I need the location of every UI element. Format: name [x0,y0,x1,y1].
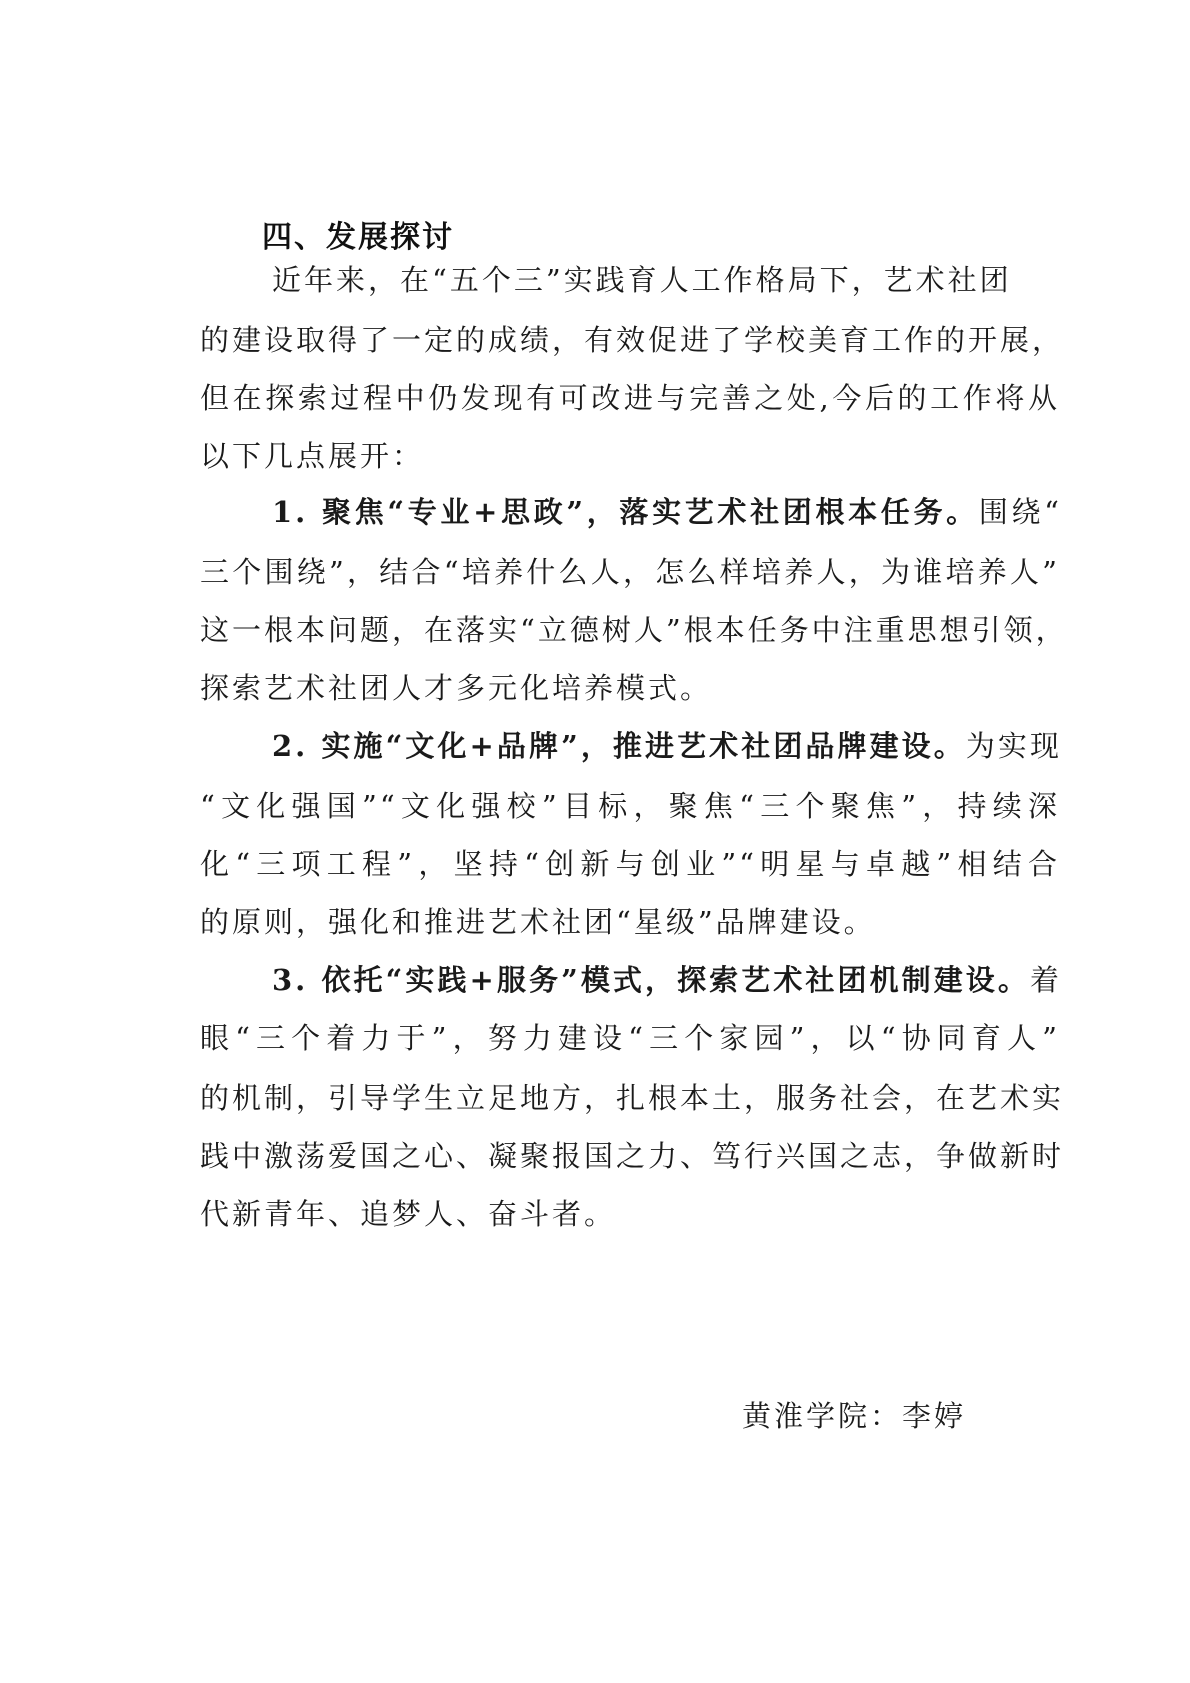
item2-title: 2. 实施“文化+品牌”，推进艺术社团品牌建设。 [272,729,966,763]
signature: 黄淮学院：李婷 [742,1399,967,1433]
item1-title: 1. 聚焦“专业+思政”，落实艺术社团根本任务。 [272,495,979,529]
item2-line-3: 化“三项工程”，坚持“创新与创业”“明星与卓越”相结合 [200,847,1060,881]
item1-first-line [272,492,1062,532]
intro-line-4: 以下几点展开： [200,439,425,473]
item1-lead: 围绕“ [978,495,1062,529]
item3-title: 3. 依托“实践+服务”模式，探索艺术社团机制建设。 [272,963,1030,997]
item1-line-3: 这一根本问题，在落实“立德树人”根本任务中注重思想引领， [200,613,1068,647]
intro-line-3: 但在探索过程中仍发现有可改进与完善之处,今后的工作将从 [200,381,1060,415]
item3-line-3: 的机制，引导学生立足地方，扎根本土，服务社会，在艺术实 [200,1081,1065,1115]
item2-lead: 为实现 [965,729,1062,763]
item2-first-line [272,726,1062,766]
item3-first-line [272,960,1062,1000]
item3-line-4: 践中激荡爱国之心、凝聚报国之力、笃行兴国之志，争做新时 [200,1139,1065,1173]
item3-lead: 着 [1029,963,1062,997]
item3-line-2: 眼“三个着力于”，努力建设“三个家园”，以“协同育人” [200,1021,1060,1055]
section-heading: 四、发展探讨 [262,220,454,255]
item1-line-2: 三个围绕”，结合“培养什么人，怎么样培养人，为谁培养人” [200,555,1060,589]
item2-line-2: “文化强国”“文化强校”目标，聚焦“三个聚焦”，持续深 [200,789,1060,823]
item3-line-5: 代新青年、追梦人、奋斗者。 [200,1197,617,1231]
item1-line-4: 探索艺术社团人才多元化培养模式。 [200,671,713,705]
item2-line-4: 的原则，强化和推进艺术社团“星级”品牌建设。 [200,905,876,939]
intro-line-1: 近年来，在“五个三”实践育人工作格局下，艺术社团 [272,263,1012,297]
intro-line-2: 的建设取得了一定的成绩，有效促进了学校美育工作的开展， [200,323,1065,357]
